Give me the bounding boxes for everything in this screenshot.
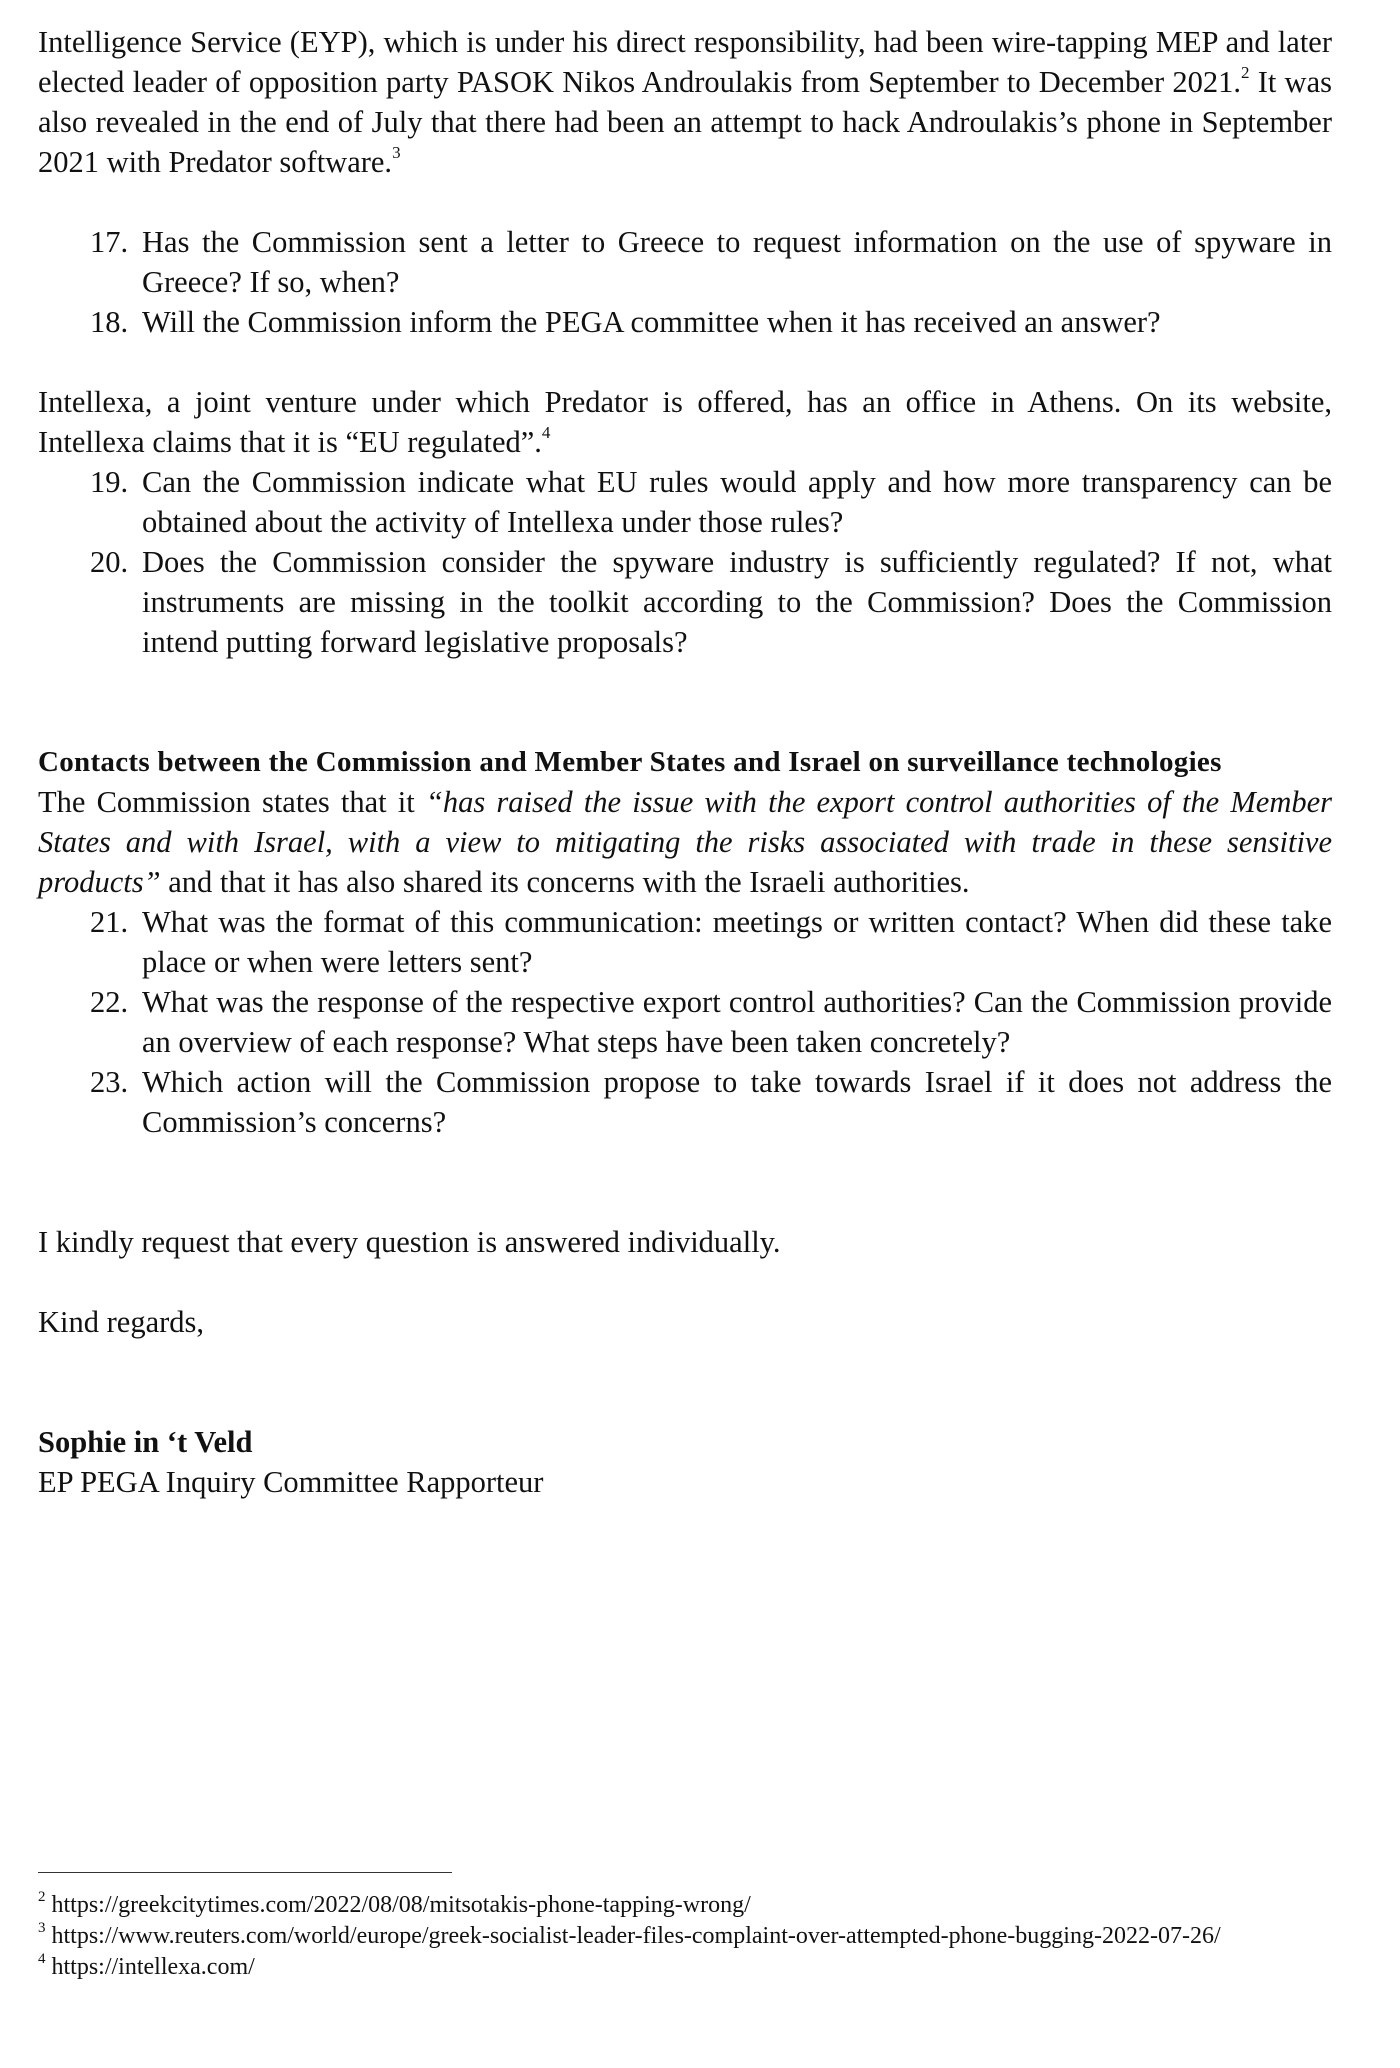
contacts-text: The Commission states that it (38, 785, 426, 819)
footnotes (38, 1890, 1332, 1983)
question-list-intellexa (38, 462, 1332, 662)
footnote-mark: 4 (38, 1951, 46, 1967)
question-list-greece (38, 222, 1332, 342)
footnote-item (38, 1921, 1332, 1952)
question-number: 21. (90, 905, 129, 939)
question-number: 17. (90, 225, 129, 259)
footnote-mark: 2 (38, 1889, 46, 1905)
footnote-link[interactable]: https://intellexa.com/ (51, 1954, 255, 1980)
commission-quote: “has raised the issue with the export control authorities of the Member States and with Israel, with a view to mitigating the risks associated with trade in these sensitive products” (38, 785, 1332, 899)
footnote-ref-4[interactable]: 4 (541, 423, 551, 442)
question-text: What was the format of this communication: meetings or written contact? When did these take place or when were letters sent? (142, 905, 1332, 979)
footnote-mark: 3 (38, 1920, 46, 1936)
footnote-ref-3[interactable]: 3 (392, 143, 401, 162)
signature-title: EP PEGA Inquiry Committee Rapporteur (38, 1465, 544, 1499)
footnote-item (38, 1952, 1332, 1983)
question-item (38, 462, 1332, 542)
question-text: Does the Commission consider the spyware industry is sufficiently regulated? If not, what instruments are missing in the toolkit according to the Commission? Does the Commission intend putting forward legislative proposals? (142, 545, 1332, 659)
contacts-paragraph (38, 782, 1332, 902)
intro-paragraph (38, 22, 1332, 182)
footnote-item (38, 1890, 1332, 1921)
question-item (38, 302, 1332, 342)
intro-text-continued: It was also revealed in the end of July that there had been an attempt to hack Androulakis’s phone in September 2021 with Predator software. (38, 65, 1332, 179)
question-text: Can the Commission indicate what EU rules would apply and how more transparency can be obtained about the activity of Intellexa under those rules? (142, 465, 1332, 539)
question-number: 18. (90, 305, 129, 339)
question-item (38, 222, 1332, 302)
footnote-divider (38, 1872, 452, 1873)
footnote-link[interactable]: https://greekcitytimes.com/2022/08/08/mitsotakis-phone-tapping-wrong/ (51, 1892, 751, 1918)
question-text: Will the Commission inform the PEGA committee when it has received an answer? (142, 305, 1161, 339)
contacts-text-continued: and that it has also shared its concerns with the Israeli authorities. (160, 865, 970, 899)
question-item (38, 902, 1332, 982)
closing-request: I kindly request that every question is answered individually. (38, 1225, 781, 1259)
intro-text: Intelligence Service (EYP), which is under his direct responsibility, had been wire-tapping MEP and later elected leader of opposition party PASOK Nikos Androulakis from September to December 2021. (38, 25, 1332, 99)
footnote-link[interactable]: https://www.reuters.com/world/europe/greek-socialist-leader-files-complaint-over-attempted-phone-bugging-2022-07-26/ (51, 1923, 1221, 1949)
question-number: 20. (90, 545, 129, 579)
question-list-israel (38, 902, 1332, 1142)
question-text: Has the Commission sent a letter to Greece to request information on the use of spyware in Greece? If so, when? (142, 225, 1332, 299)
footnote-ref-2[interactable]: 2 (1240, 63, 1250, 82)
intellexa-paragraph (38, 382, 1332, 462)
question-number: 22. (90, 985, 129, 1019)
question-item (38, 982, 1332, 1062)
question-item (38, 542, 1332, 662)
document-page (38, 22, 1332, 1502)
question-text: Which action will the Commission propose to take towards Israel if it does not address the Commission’s concerns? (142, 1065, 1332, 1139)
closing-regards: Kind regards, (38, 1305, 205, 1339)
signature-name: Sophie in ‘t Veld (38, 1425, 253, 1459)
question-number: 19. (90, 465, 129, 499)
intellexa-text: Intellexa, a joint venture under which Predator is offered, has an office in Athens. On its website, Intellexa claims that it is “EU regulated”. (38, 385, 1332, 459)
section-heading: Contacts between the Commission and Member States and Israel on surveillance technologies (38, 746, 1222, 778)
question-item (38, 1062, 1332, 1142)
question-number: 23. (90, 1065, 129, 1099)
question-text: What was the response of the respective export control authorities? Can the Commission provide an overview of each response? What steps have been taken concretely? (142, 985, 1332, 1059)
